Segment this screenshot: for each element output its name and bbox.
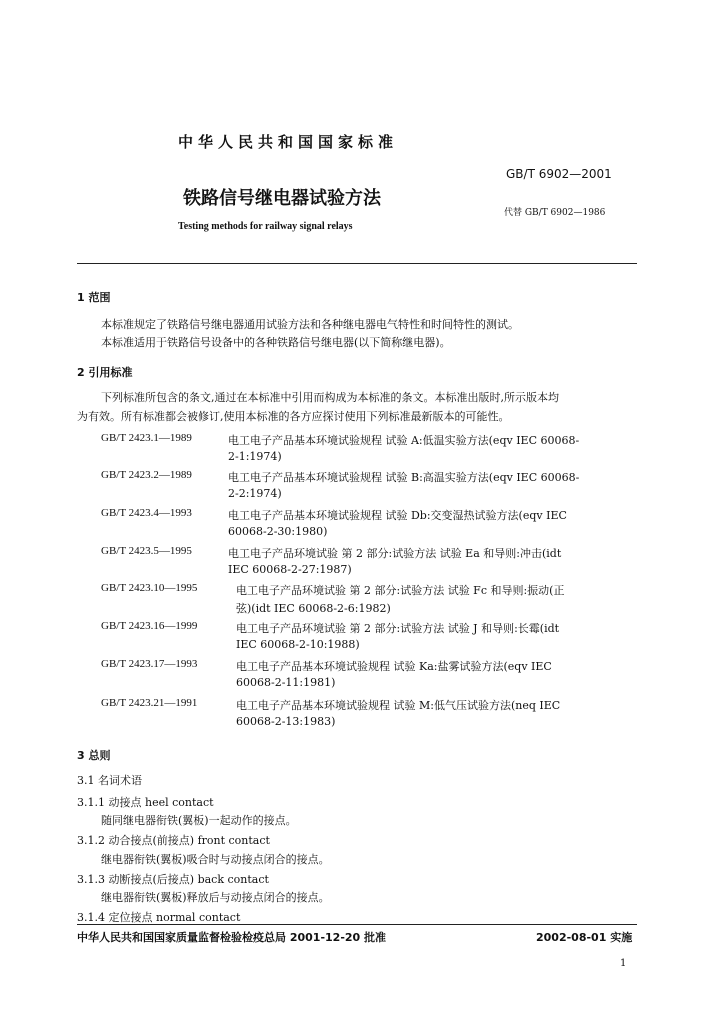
reference-title-line-1: 电工电子产品基本环境试验规程 试验 M:低气压试验方法(neq IEC [236,699,561,712]
clause-3-1-1: 3.1.1 动接点 heel contact [77,796,214,809]
reference-code: GB/T 2423.10—1995 [101,582,198,594]
section-1-paragraph-2: 本标准适用于铁路信号设备中的各种铁路信号继电器(以下简称继电器)。 [101,336,451,349]
section-2-intro-line-1: 下列标准所包含的条文,通过在本标准中引用而构成为本标准的条文。本标准出版时,所示版本均 [101,391,559,404]
clause-3-1-4: 3.1.4 定位接点 normal contact [77,911,241,924]
reference-title-line-1: 电工电子产品基本环境试验规程 试验 A:低温实验方法(eqv IEC 60068- [228,434,580,447]
reference-title-line-1: 电工电子产品环境试验 第 2 部分:试验方法 试验 Ea 和导则:冲击(idt [228,547,562,560]
top-divider [77,263,637,264]
section-2-intro-line-2: 为有效。所有标准都会被修订,使用本标准的各方应探讨使用下列标准最新版本的可能性。 [77,410,510,423]
reference-code: GB/T 2423.2—1989 [101,469,192,481]
section-3-heading: 3 总则 [77,749,111,762]
approval-line: 中华人民共和国国家质量监督检验检疫总局 2001-12-20 批准 [77,931,387,944]
reference-title-line-2: 弦)(idt IEC 60068-2-6:1982) [236,602,391,615]
english-title: Testing methods for railway signal relays [178,221,353,232]
reference-title-line-1: 电工电子产品基本环境试验规程 试验 B:高温实验方法(eqv IEC 60068- [228,471,580,484]
reference-title-line-1: 电工电子产品环境试验 第 2 部分:试验方法 试验 Fc 和导则:振动(正 [236,584,565,597]
reference-code: GB/T 2423.4—1993 [101,507,192,519]
reference-title-line-1: 电工电子产品基本环境试验规程 试验 Ka:盐雾试验方法(eqv IEC [236,660,552,673]
reference-code: GB/T 2423.17—1993 [101,658,198,670]
clause-3-1-3: 3.1.3 动断接点(后接点) back contact [77,873,269,886]
standard-number: GB/T 6902—2001 [506,167,612,181]
clause-3-1-2: 3.1.2 动合接点(前接点) front contact [77,834,270,847]
national-standard-label: 中华人民共和国国家标准 [178,133,399,151]
reference-title-line-2: 2-2:1974) [228,487,282,500]
reference-code: GB/T 2423.1—1989 [101,432,192,444]
clause-3-1-2-definition: 继电器衔铁(翼板)吸合时与动接点闭合的接点。 [101,853,330,866]
reference-title-line-1: 电工电子产品环境试验 第 2 部分:试验方法 试验 J 和导则:长霉(idt [236,622,560,635]
reference-title-line-1: 电工电子产品基本环境试验规程 试验 Db:交变湿热试验方法(eqv IEC [228,509,567,522]
reference-title-line-2: 60068-2-30:1980) [228,525,328,538]
document-title: 铁路信号继电器试验方法 [183,188,381,209]
section-2-heading: 2 引用标准 [77,366,133,379]
clause-3-1-1-definition: 随同继电器衔铁(翼板)一起动作的接点。 [101,814,297,827]
reference-title-line-2: IEC 60068-2-10:1988) [236,638,360,651]
reference-code: GB/T 2423.16—1999 [101,620,198,632]
reference-code: GB/T 2423.5—1995 [101,545,192,557]
section-1-heading: 1 范围 [77,291,111,304]
section-1-paragraph-1: 本标准规定了铁路信号继电器通用试验方法和各种继电器电气特性和时间特性的测试。 [101,318,519,331]
clause-3-1: 3.1 名词术语 [77,774,142,787]
reference-title-line-2: IEC 60068-2-27:1987) [228,563,352,576]
clause-3-1-3-definition: 继电器衔铁(翼板)释放后与动接点闭合的接点。 [101,891,330,904]
replaces-standard: 代替 GB/T 6902—1986 [504,208,606,218]
page-number: 1 [620,958,627,969]
bottom-divider [77,924,637,925]
reference-title-line-2: 60068-2-13:1983) [236,715,336,728]
reference-title-line-2: 2-1:1974) [228,450,282,463]
reference-code: GB/T 2423.21—1991 [101,697,198,709]
reference-title-line-2: 60068-2-11:1981) [236,676,336,689]
effective-date: 2002-08-01 实施 [536,931,633,944]
